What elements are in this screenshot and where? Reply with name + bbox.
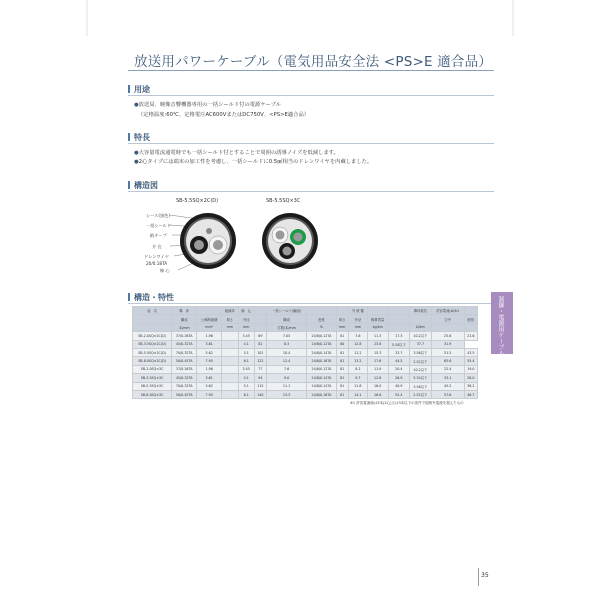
- section-marker: [128, 181, 130, 189]
- table-cell: 23.8: [367, 340, 388, 348]
- table-header-cell: 構成: [266, 315, 307, 323]
- table-header-cell: 外 被 覆: [348, 307, 367, 315]
- table-cell: 37/0.26TA: [172, 365, 197, 373]
- table-cell: 3.61: [197, 340, 222, 348]
- callout-core: 線 心: [160, 268, 170, 273]
- page-title: 放送用パワーケーブル（電気用品安全法 <PS>E 適合品）: [134, 54, 493, 70]
- table-cell: 70/0.32TA: [172, 348, 197, 356]
- table-cell: 3.61: [197, 374, 222, 382]
- table-cell: 28.0: [464, 374, 477, 382]
- table-cell: 24/8/0.14TA: [307, 348, 336, 356]
- table-cell: [222, 374, 238, 382]
- table-cell: 3.56以下: [410, 348, 432, 356]
- table-cell: 12.8: [367, 374, 388, 382]
- callout-drain-spec: 20/0.18TA: [146, 261, 168, 266]
- side-tab-label: 制御・電源用ケーブル: [497, 296, 504, 356]
- table-cell: 14.1: [348, 390, 367, 398]
- table-header-cell: 絶縁体: [222, 307, 238, 315]
- table-header-cell: [336, 307, 348, 315]
- table-cell: 2.52以下: [410, 390, 432, 398]
- table-cell: 31.9: [431, 340, 464, 348]
- callout-filler: 介 在: [152, 244, 162, 249]
- table-header-cell: mm: [336, 323, 348, 331]
- table-cell: 51.5: [431, 348, 464, 356]
- table-header-cell: 空中: [431, 315, 464, 323]
- table-header-cell: 本/mm: [172, 323, 197, 331]
- table-header-cell: [367, 307, 388, 315]
- table-cell: 5.1: [238, 382, 254, 390]
- table-header-cell: 公称断面積: [197, 315, 222, 323]
- table-cell: [222, 365, 238, 373]
- callout-drain-wire: ドレンワイヤ: [144, 254, 169, 259]
- table-cell: 13.2: [348, 357, 367, 365]
- product-name-cell: SB-8.0SQ×2C(D): [133, 357, 172, 365]
- table-cell: 81: [336, 374, 348, 382]
- cable-3c-conductor-2: [294, 233, 303, 242]
- table-cell: 43.5: [464, 348, 477, 356]
- table-row: [133, 357, 478, 365]
- table-cell: 17.6: [367, 357, 388, 365]
- cable-3c-conductor-3: [283, 247, 292, 256]
- table-header-cell: mm²: [197, 323, 222, 331]
- table-cell: 81: [336, 390, 348, 398]
- table-row: [133, 365, 478, 373]
- table-header-cell: 一括シールド(編組): [266, 307, 307, 315]
- table-cell: 24/8/0.16TA: [307, 390, 336, 398]
- table-header-cell: 外径: [238, 315, 254, 323]
- table-cell: 8.2: [348, 365, 367, 373]
- table-cell: 11.3: [367, 332, 388, 340]
- table-cell: 18.6: [367, 390, 388, 398]
- table-header-cell: [388, 307, 410, 315]
- table-row: [133, 332, 478, 340]
- cable-2c-conductor-1: [194, 240, 204, 250]
- table-cell: 3.45: [238, 332, 254, 340]
- table-cell: 57.6: [431, 390, 464, 398]
- table-header-cell: %: [307, 323, 336, 331]
- spec-table-head: [133, 307, 478, 332]
- table-cell: 45/0.32TA: [172, 374, 197, 382]
- table-cell: [222, 390, 238, 398]
- table-cell: 81: [336, 382, 348, 390]
- cable-3c-section: [262, 213, 318, 269]
- cable-diagrams: [140, 205, 320, 285]
- table-cell: 50/0.45TA: [172, 390, 197, 398]
- table-header-cell: 密度: [307, 315, 336, 323]
- table-cell: 3.45: [238, 365, 254, 373]
- section-specs: [128, 292, 174, 303]
- cable-2c-section: [180, 213, 236, 269]
- table-cell: 10.2以下: [410, 332, 432, 340]
- table-cell: 40.9: [388, 382, 410, 390]
- usage-line-1: ●放送局、映像音響機器専用の一括シールド付の電源ケーブル: [134, 102, 282, 108]
- table-cell: 19.0: [464, 365, 477, 373]
- table-cell: 122: [254, 357, 266, 365]
- table-row: [133, 340, 478, 348]
- table-header-cell: [133, 315, 172, 323]
- table-cell: 12.8: [348, 340, 367, 348]
- product-name-cell: SB-8.0SQ×3C: [133, 390, 172, 398]
- table-cell: 7.95: [197, 390, 222, 398]
- side-category-tab[interactable]: [491, 292, 513, 354]
- table-cell: 20.4: [388, 365, 410, 373]
- table-cell: 26.9: [388, 374, 410, 382]
- table-cell: 11.1: [266, 382, 307, 390]
- product-name-cell: SB-2.0SQ×2C(D): [133, 332, 172, 340]
- table-cell: [222, 382, 238, 390]
- spec-table-body: [133, 332, 478, 399]
- cable-2c-drain-wire: [206, 228, 212, 234]
- table-cell: 2.52以下: [410, 357, 432, 365]
- section-marker: [128, 133, 130, 141]
- table-header-cell: 品 名: [133, 307, 172, 315]
- table-header-cell: 外径: [348, 315, 367, 323]
- section-features: [128, 132, 150, 143]
- table-header-cell: [254, 307, 266, 315]
- table-cell: 82: [254, 340, 266, 348]
- table-cell: 50/0.45TA: [172, 357, 197, 365]
- table-header-cell: mm: [238, 323, 254, 331]
- table-cell: 11.8: [348, 382, 367, 390]
- table-cell: [222, 357, 238, 365]
- table-cell: 24/8/0.12TA: [307, 365, 336, 373]
- table-header-cell: [464, 323, 477, 331]
- table-cell: 55.4: [388, 390, 410, 398]
- table-header-cell: 許容電流(A)※1: [431, 307, 464, 315]
- callout-sheath: シース(黒色): [146, 213, 170, 218]
- table-cell: 81: [336, 332, 348, 340]
- table-header-cell: Ω/km: [410, 323, 432, 331]
- table-cell: 70/0.32TA: [172, 382, 197, 390]
- table-row: [133, 374, 478, 382]
- table-cell: 7.05: [266, 332, 307, 340]
- table-cell: 5.62: [197, 382, 222, 390]
- table-header-cell: 導体抵抗: [410, 307, 432, 315]
- table-cell: 25.6: [431, 332, 464, 340]
- table-cell: 9.7: [348, 374, 367, 382]
- table-cell: [222, 332, 238, 340]
- table-cell: 4.1: [238, 374, 254, 382]
- table-header-cell: 厚さ: [336, 315, 348, 323]
- usage-line-2: （定格温度:60℃、定格電圧AC600VまたはDC750V、<PS>E適合品）: [138, 112, 310, 118]
- figure-label-2c: SB-5.5SQ×2C(D): [176, 198, 219, 204]
- table-cell: 33.7: [388, 348, 410, 356]
- cable-3c-conductor-1: [276, 231, 285, 240]
- table-cell: 94: [254, 374, 266, 382]
- table-cell: 1.96: [197, 365, 222, 373]
- table-cell: 6.1: [238, 357, 254, 365]
- table-header-row: [133, 323, 478, 331]
- table-header-cell: 配管: [464, 315, 477, 323]
- table-row: [133, 348, 478, 356]
- table-cell: 81: [336, 365, 348, 373]
- table-row: [133, 382, 478, 390]
- table-cell: 11.2: [348, 348, 367, 356]
- table-cell: 7.95: [197, 357, 222, 365]
- table-header-cell: [410, 315, 432, 323]
- table-cell: 65.6: [431, 357, 464, 365]
- table-cell: 4.1: [238, 340, 254, 348]
- product-name-cell: SB-5.5SQ×3C: [133, 382, 172, 390]
- table-header-cell: [431, 323, 464, 331]
- table-cell: 102: [254, 348, 266, 356]
- table-cell: 80: [336, 340, 348, 348]
- table-cell: 81: [336, 357, 348, 365]
- callout-shield: 一括シールド: [146, 223, 172, 228]
- table-header-cell: mm: [348, 323, 367, 331]
- spec-table: [132, 306, 478, 399]
- section-structure-heading: 構造図: [134, 181, 158, 190]
- table-cell: 140: [254, 390, 266, 398]
- table-header-cell: [388, 323, 410, 331]
- table-cell: 5.34以下: [410, 374, 432, 382]
- table-cell: 45.2: [431, 382, 464, 390]
- table-header-cell: 厚さ: [222, 315, 238, 323]
- table-header-cell: [133, 323, 172, 331]
- table-cell: 37/0.26TA: [172, 332, 197, 340]
- table-header-cell: 導 体: [172, 307, 197, 315]
- title-rule: [128, 70, 494, 71]
- product-name-cell: SB-3.5SQ×3C: [133, 374, 172, 382]
- table-cell: 22.4: [431, 365, 464, 373]
- table-cell: 7.6: [348, 332, 367, 340]
- table-cell: 69: [254, 332, 266, 340]
- section-marker: [128, 293, 130, 301]
- table-cell: 44.5: [388, 357, 410, 365]
- section-structure: [128, 180, 158, 191]
- table-cell: 81: [336, 348, 348, 356]
- table-header-cell: [464, 307, 477, 315]
- table-cell: 7.6: [266, 365, 307, 373]
- table-cell: 6.1: [238, 390, 254, 398]
- table-header-cell: 線 心: [238, 307, 254, 315]
- section-specs-heading: 構造・特性: [134, 293, 174, 302]
- section-specs-rule: [128, 303, 494, 304]
- table-cell: 15.3: [367, 348, 388, 356]
- table-cell: 5.1: [238, 348, 254, 356]
- table-header-cell: [254, 323, 266, 331]
- table-cell: 9.0: [266, 374, 307, 382]
- table-cell: 48.7: [464, 390, 477, 398]
- page-number: 35: [481, 572, 489, 579]
- table-header-cell: [254, 315, 266, 323]
- table-note: ※1 許容電流値は3本(2心)又は3本以下の条件で規格外電流を超えたもの: [350, 401, 464, 405]
- table-cell: 24/8/0.14TA: [307, 382, 336, 390]
- section-structure-rule: [128, 191, 494, 192]
- product-name-cell: SB-2.0SQ×3C: [133, 365, 172, 373]
- table-header-row: [133, 307, 478, 315]
- table-cell: 45/0.32TA: [172, 340, 197, 348]
- table-cell: 24/8/0.14TA: [307, 374, 336, 382]
- table-cell: 21.6: [464, 332, 477, 340]
- table-cell: 17.3: [388, 332, 410, 340]
- section-features-rule: [128, 143, 494, 144]
- table-cell: 77: [254, 365, 266, 373]
- table-row: [133, 390, 478, 398]
- table-header-cell: [307, 307, 336, 315]
- section-features-heading: 特長: [134, 133, 150, 142]
- features-line-2: ●2心タイプには端末の加工性を考慮し、一括シールドに0.5㎟相当のドレンワイヤを内蔵しました。: [134, 159, 373, 165]
- section-usage-heading: 用途: [134, 85, 150, 94]
- figure-label-3c: SB-5.5SQ×3C: [266, 198, 301, 204]
- table-header-cell: mm: [222, 323, 238, 331]
- table-cell: 5.62: [197, 348, 222, 356]
- table-header-cell: 構成: [172, 315, 197, 323]
- callout-paper-tape: 紙テープ: [150, 233, 167, 238]
- table-cell: 10.4: [266, 348, 307, 356]
- table-header-row: [133, 315, 478, 323]
- table-cell: [222, 340, 238, 348]
- table-cell: 24/8/0.12TA: [307, 340, 336, 348]
- table-header-cell: 概算質量: [367, 315, 388, 323]
- table-cell: 10.2以下: [410, 365, 432, 373]
- table-cell: 37.7: [410, 340, 432, 348]
- features-line-1: ●大容量電流通電時でも一括シールド付とすることで周囲の誘導ノイズを低減します。: [134, 150, 339, 156]
- table-cell: 16.0: [367, 382, 388, 390]
- table-cell: 24/8/0.16TA: [307, 357, 336, 365]
- product-name-cell: SB-5.5SQ×2C(D): [133, 348, 172, 356]
- section-marker: [128, 85, 130, 93]
- table-cell: [222, 348, 238, 356]
- page-number-rule: [478, 568, 479, 586]
- table-header-cell: [388, 315, 410, 323]
- table-header-cell: 打数/本/mm: [266, 323, 307, 331]
- table-cell: 13.3: [266, 390, 307, 398]
- table-cell: 115: [254, 382, 266, 390]
- table-cell: 3.56以下: [410, 382, 432, 390]
- table-cell: 5.34以下: [388, 340, 410, 348]
- table-cell: 38.2: [464, 382, 477, 390]
- cable-2c-conductor-2: [213, 240, 223, 250]
- table-cell: 33.1: [431, 374, 464, 382]
- table-cell: 12.4: [266, 357, 307, 365]
- section-usage: [128, 84, 150, 95]
- table-cell: 55.4: [464, 357, 477, 365]
- table-cell: 11.9: [367, 365, 388, 373]
- product-name-cell: SB-3.5SQ×2C(D): [133, 340, 172, 348]
- table-cell: 24/8/0.12TA: [307, 332, 336, 340]
- table-cell: 8.3: [266, 340, 307, 348]
- table-header-cell: kg/km: [367, 323, 388, 331]
- table-header-cell: [197, 307, 222, 315]
- section-usage-rule: [128, 95, 494, 96]
- table-cell: 1.96: [197, 332, 222, 340]
